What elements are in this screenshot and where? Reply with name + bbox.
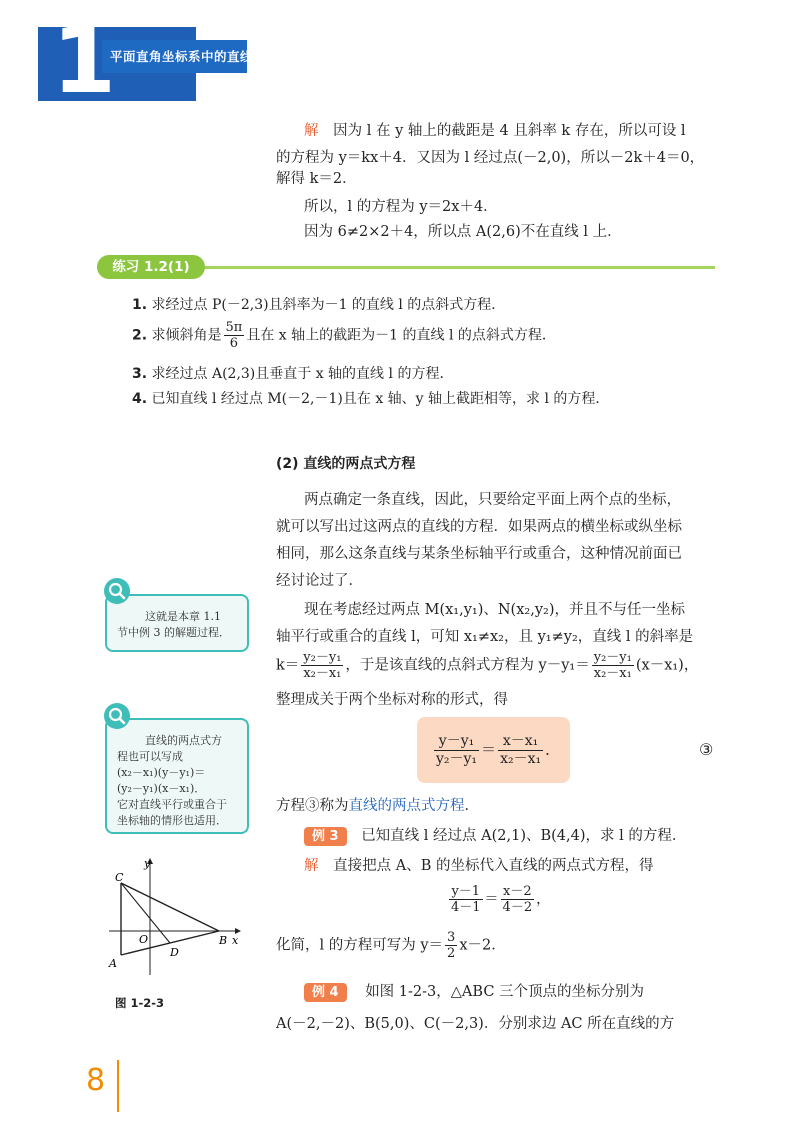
practice-title: 练习 1.2(1) bbox=[97, 255, 205, 279]
para2-line-2: 轴平行或重合的直线 l，可知 x₁≠x₂，且 y₁≠y₂，直线 l 的斜率是 bbox=[276, 629, 694, 645]
example4-tag: 例 4 bbox=[304, 983, 347, 1002]
example4-line-2: A(－2,－2)、B(5,0)、C(－2,3)．分别求边 AC 所在直线的方 bbox=[276, 1016, 675, 1032]
magnifier-icon bbox=[104, 578, 130, 604]
solution-line-2: 的方程为 y＝kx＋4．又因为 l 经过点(－2,0)，所以－2k＋4＝0， bbox=[276, 150, 705, 166]
example3-line: 例 3 已知直线 l 经过点 A(2,1)、B(4,4)，求 l 的方程． bbox=[304, 822, 686, 851]
example3-solution-line: 解 直接把点 A、B 的坐标代入直线的两点式方程，得 bbox=[304, 858, 654, 874]
example3-equation: $\frac{y-1}{4-1}$ ＝ $\frac{x-2}{4-2}$ ， bbox=[451, 884, 551, 915]
solution-label: 解 bbox=[304, 123, 319, 139]
side-note-1: 这就是本章 1.1 节中例 3 的解题过程． bbox=[105, 594, 249, 652]
para1-line-3: 相同，那么这条直线与某条坐标轴平行或重合，这种情况前面已 bbox=[276, 546, 682, 562]
solution-line-5: 因为 6≠2×2＋4，所以点 A(2,6)不在直线 l 上． bbox=[304, 224, 622, 240]
practice-divider bbox=[200, 266, 715, 269]
magnifier-icon bbox=[104, 703, 130, 729]
label-a: A bbox=[109, 957, 117, 970]
page-number: 8 bbox=[86, 1063, 106, 1098]
para1-line-1: 两点确定一条直线，因此，只要给定平面上两个点的坐标， bbox=[304, 492, 681, 508]
label-x: x bbox=[232, 934, 239, 947]
para2-line-1: 现在考虑经过两点 M(x₁,y₁)、N(x₂,y₂)，并且不与任一坐标 bbox=[304, 602, 685, 618]
solution-line-3: 解得 k＝2． bbox=[276, 171, 357, 187]
edge-cb bbox=[121, 883, 219, 931]
practice-item-4: 4. 已知直线 l 经过点 M(－2,－1)且在 x 轴、y 轴上截距相等，求 l 的方程． bbox=[132, 391, 610, 407]
label-o: O bbox=[139, 933, 149, 946]
example3-tag: 例 3 bbox=[304, 827, 347, 846]
label-d: D bbox=[170, 946, 179, 959]
label-y: y bbox=[144, 857, 151, 870]
solution-line-4: 所以，l 的方程为 y＝2x＋4． bbox=[304, 199, 498, 215]
para1-line-4: 经讨论过了． bbox=[276, 573, 363, 589]
formula-tag: ③ bbox=[699, 740, 714, 759]
label-b: B bbox=[219, 934, 228, 947]
label-c: C bbox=[115, 871, 124, 884]
figure-caption: 图 1-2-3 bbox=[115, 996, 165, 1010]
para2-line-3: k＝ $\frac{\text{y₂－y₁}}{\text{x₂－x₁}}$ ，于是该直线的点斜式方程为 y－y₁＝ $\frac{\text{y₂－y₁}}{\text{x₂－x₁}}$ (x－x₁)， bbox=[276, 650, 699, 681]
definition-line: 方程③称为直线的两点式方程． bbox=[276, 798, 479, 814]
chapter-number: 1 bbox=[51, 7, 116, 114]
definition-term: 直线的两点式方程 bbox=[348, 798, 465, 814]
example4-line-1: 例 4 如图 1-2-3，△ABC 三个顶点的坐标分别为 bbox=[304, 978, 644, 1007]
section-title: (2) 直线的两点式方程 bbox=[276, 456, 416, 472]
chapter-title: 平面直角坐标系中的直线 bbox=[110, 49, 254, 64]
example3-result: 化简，l 的方程可写为 y＝ $\frac{3}{2}$ x－2． bbox=[276, 930, 506, 961]
practice-item-3: 3. 求经过点 A(2,3)且垂直于 x 轴的直线 l 的方程． bbox=[132, 366, 454, 382]
para1-line-2: 就可以写出过这两点的直线的方程．如果两点的横坐标或纵坐标 bbox=[276, 519, 682, 535]
practice-item-1: 1. 求经过点 P(－2,3)且斜率为－1 的直线 l 的点斜式方程． bbox=[132, 297, 506, 313]
two-point-formula: $\frac{\text{y－y₁}}{\text{y₂－y₁}}$ ＝ $\frac{\text{x－x₁}}{\text{x₂－x₁}}$ ． bbox=[436, 733, 561, 767]
page-number-bar bbox=[117, 1060, 119, 1112]
practice-item-2: 2. 求倾斜角是 $\frac{5\pi}{6}$ 且在 x 轴上的截距为－1 的直线 l 的点斜式方程． bbox=[132, 320, 556, 351]
triangle-figure bbox=[104, 853, 249, 983]
side-note-2: 直线的两点式方 程也可以写成 (x₂－x₁)(y－y₁)＝ (y₂－y₁)(x－x₁)． 它对直线平行或重合于 坐标轴的情形也适用． bbox=[105, 718, 249, 834]
para2-line-4: 整理成关于两个坐标对称的形式，得 bbox=[276, 692, 508, 708]
solution-line-1: 解 因为 l 在 y 轴上的截距是 4 且斜率 k 存在，所以可设 l bbox=[304, 123, 686, 139]
